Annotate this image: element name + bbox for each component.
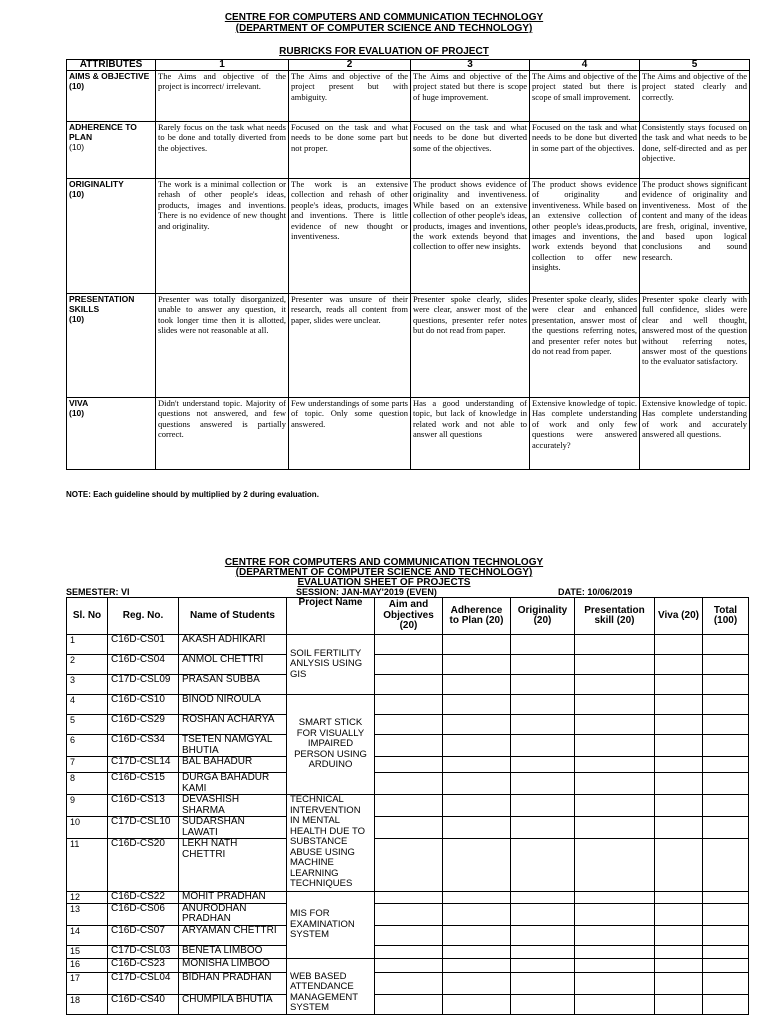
viva-score-cell[interactable]: [655, 925, 703, 945]
viva-score-cell[interactable]: [655, 773, 703, 795]
col-total: Total (100): [703, 598, 749, 635]
rubric-header-row: [67, 60, 750, 71]
table-row: [67, 757, 749, 773]
table-row: [67, 958, 749, 972]
adherence-score-cell[interactable]: [443, 925, 511, 945]
eval-title-line2: (DEPARTMENT OF COMPUTER SCIENCE AND TECHNOLOGY): [235, 567, 533, 578]
sl-no-cell: 10: [67, 817, 108, 839]
viva-score-cell[interactable]: [655, 817, 703, 839]
attribute-marks: (10): [69, 81, 85, 91]
total-score-cell[interactable]: [703, 735, 749, 757]
reg-no-cell: C16D-CS01: [108, 635, 179, 655]
rubric-cell: Presenter was unsure of their research, reads all content from paper, slides were unclear.: [289, 294, 411, 398]
rubric-cell: Presenter spoke clearly, slides were clear, answer most of the questions, presenter refer notes but do not read from paper.: [411, 294, 530, 398]
reg-no-cell: C16D-CS22: [108, 892, 179, 904]
reg-no-cell: C17D-CSL10: [108, 817, 179, 839]
sl-no-cell: 9: [67, 795, 108, 817]
reg-no-cell: C16D-CS15: [108, 773, 179, 795]
sl-no-cell: 14: [67, 925, 108, 945]
sl-no-cell: 7: [67, 757, 108, 773]
viva-score-cell[interactable]: [655, 958, 703, 972]
rubric-cell: Focused on the task and what needs to be done but diverted some of the objectives.: [411, 122, 530, 179]
table-row: [67, 795, 749, 817]
attribute-cell: [67, 398, 156, 470]
student-name-cell: TSETEN NAMGYAL BHUTIA: [179, 735, 287, 757]
adherence-score-cell[interactable]: [443, 839, 511, 892]
rubric-cell: Extensive knowledge of topic. Has complete understanding of work and accurately answered all questions.: [640, 398, 750, 470]
reg-no-cell: C16D-CS10: [108, 695, 179, 715]
originality-score-cell[interactable]: [511, 757, 575, 773]
total-score-cell[interactable]: [703, 994, 749, 1014]
attribute-name: ADHERENCE TO PLAN: [69, 122, 137, 142]
rubric-title-line1: CENTRE FOR COMPUTERS AND COMMUNICATION TECHNOLOGY: [224, 12, 544, 23]
col-score-5: 5: [640, 60, 750, 71]
rubric-cell: The Aims and objective of the project present but with ambiguity.: [289, 71, 411, 122]
session-label: SESSION: JAN-MAY'2019 (EVEN): [296, 587, 437, 597]
aim-score-cell[interactable]: [375, 892, 443, 904]
date-label: DATE: 10/06/2019: [558, 587, 633, 597]
originality-score-cell[interactable]: [511, 635, 575, 655]
sl-no-cell: 18: [67, 994, 108, 1014]
eval-title-line3: EVALUATION SHEET OF PROJECTS: [297, 577, 471, 588]
student-name-cell: BIDHAN PRADHAN: [179, 972, 287, 994]
aim-score-cell[interactable]: [375, 994, 443, 1014]
total-score-cell[interactable]: [703, 839, 749, 892]
viva-score-cell[interactable]: [655, 675, 703, 695]
adherence-score-cell[interactable]: [443, 695, 511, 715]
total-score-cell[interactable]: [703, 635, 749, 655]
total-score-cell[interactable]: [703, 695, 749, 715]
aim-score-cell[interactable]: [375, 655, 443, 675]
adherence-score-cell[interactable]: [443, 757, 511, 773]
total-score-cell[interactable]: [703, 795, 749, 817]
reg-no-cell: C16D-CS29: [108, 715, 179, 735]
total-score-cell[interactable]: [703, 655, 749, 675]
reg-no-cell: C17D-CSL03: [108, 945, 179, 958]
table-row: [67, 925, 749, 945]
total-score-cell[interactable]: [703, 715, 749, 735]
rubric-cell: The product shows evidence of originality and inventiveness. While based on an extensive collection of other people's ideas, products, images and inventions, the work extends beyond that collection to offer new insights.: [411, 179, 530, 294]
adherence-score-cell[interactable]: [443, 903, 511, 925]
eval-header-row: [67, 598, 749, 635]
col-reg-no: Reg. No.: [108, 598, 179, 635]
attribute-marks: (10): [69, 408, 85, 418]
rubric-row-viva: [67, 398, 750, 470]
semester-label: SEMESTER: VI: [66, 587, 130, 597]
originality-score-cell[interactable]: [511, 903, 575, 925]
reg-no-cell: C16D-CS13: [108, 795, 179, 817]
aim-score-cell[interactable]: [375, 839, 443, 892]
rubric-cell: Focused on the task and what needs to be done some part but not proper.: [289, 122, 411, 179]
presentation-score-cell[interactable]: [575, 994, 655, 1014]
reg-no-cell: C17D-CSL09: [108, 675, 179, 695]
adherence-score-cell[interactable]: [443, 635, 511, 655]
adherence-score-cell[interactable]: [443, 892, 511, 904]
reg-no-cell: C17D-CSL14: [108, 757, 179, 773]
viva-score-cell[interactable]: [655, 839, 703, 892]
adherence-score-cell[interactable]: [443, 795, 511, 817]
viva-score-cell[interactable]: [655, 892, 703, 904]
sl-no-cell: 2: [67, 655, 108, 675]
viva-score-cell[interactable]: [655, 695, 703, 715]
attribute-cell: [67, 71, 156, 122]
student-name-cell: DURGA BAHADUR KAMI: [179, 773, 287, 795]
rubric-row-aims: [67, 71, 750, 122]
table-row: [67, 839, 749, 892]
attribute-name: VIVA: [69, 398, 89, 408]
sl-no-cell: 6: [67, 735, 108, 757]
originality-score-cell[interactable]: [511, 715, 575, 735]
col-score-1: 1: [156, 60, 289, 71]
presentation-score-cell[interactable]: [575, 892, 655, 904]
total-score-cell[interactable]: [703, 892, 749, 904]
total-score-cell[interactable]: [703, 817, 749, 839]
table-row: [67, 903, 749, 925]
originality-score-cell[interactable]: [511, 839, 575, 892]
table-row: [67, 635, 749, 655]
attribute-name: ORIGINALITY: [69, 179, 124, 189]
total-score-cell[interactable]: [703, 675, 749, 695]
aim-score-cell[interactable]: [375, 972, 443, 994]
originality-score-cell[interactable]: [511, 817, 575, 839]
rubric-row-presentation: [67, 294, 750, 398]
table-row: [67, 773, 749, 795]
col-adherence: Adherence to Plan (20): [443, 598, 511, 635]
attribute-cell: [67, 179, 156, 294]
aim-score-cell[interactable]: [375, 675, 443, 695]
table-row: [67, 945, 749, 958]
eval-title-line1: CENTRE FOR COMPUTERS AND COMMUNICATION TECHNOLOGY: [224, 557, 544, 568]
aim-score-cell[interactable]: [375, 925, 443, 945]
rubric-row-originality: [67, 179, 750, 294]
rubric-cell: The work is an extensive collection and rehash of other people's ideas, products, images and inventions. There is little evidence of new thought or inventiveness.: [289, 179, 411, 294]
viva-score-cell[interactable]: [655, 903, 703, 925]
sl-no-cell: 5: [67, 715, 108, 735]
rubric-cell: The product shows significant evidence of originality and inventiveness. Most of the content and many of the ideas are fresh, original, inventive, and based upon logical conclusions and sound research.: [640, 179, 750, 294]
sl-no-cell: 8: [67, 773, 108, 795]
presentation-score-cell[interactable]: [575, 795, 655, 817]
aim-score-cell[interactable]: [375, 635, 443, 655]
attribute-marks: (10): [69, 142, 85, 152]
attribute-cell: [67, 294, 156, 398]
viva-score-cell[interactable]: [655, 655, 703, 675]
project-name-cell: MIS FOR EXAMINATION SYSTEM: [287, 892, 375, 959]
aim-score-cell[interactable]: [375, 695, 443, 715]
aim-score-cell[interactable]: [375, 903, 443, 925]
viva-score-cell[interactable]: [655, 715, 703, 735]
rubric-table: [66, 59, 750, 470]
col-presentation: Presentation skill (20): [575, 598, 655, 635]
rubric-cell: Focused on the task and what needs to be done but diverted in some part of the objectives.: [530, 122, 640, 179]
student-name-cell: ANMOL CHETTRI: [179, 655, 287, 675]
student-name-cell: CHUMPILA BHUTIA: [179, 994, 287, 1014]
viva-score-cell[interactable]: [655, 994, 703, 1014]
attribute-marks: (10): [69, 314, 85, 324]
attribute-name: PRESENTATION SKILLS: [69, 294, 135, 314]
rubric-cell: The work is a minimal collection or rehash of other people's ideas, products, images and inventions. There is no evidence of new thought and originality.: [156, 179, 289, 294]
sl-no-cell: 16: [67, 958, 108, 972]
originality-score-cell[interactable]: [511, 972, 575, 994]
rubric-cell: Presenter spoke clearly with full confidence, slides were clear and well thought, answered most of the question without referring notes, answer most of the questions to the evaluator satisfactory.: [640, 294, 750, 398]
table-row: [67, 715, 749, 735]
originality-score-cell[interactable]: [511, 795, 575, 817]
rubric-cell: Rarely focus on the task what needs to be done and totally diverted from the objectives.: [156, 122, 289, 179]
sl-no-cell: 1: [67, 635, 108, 655]
student-name-cell: ROSHAN ACHARYA: [179, 715, 287, 735]
presentation-score-cell[interactable]: [575, 945, 655, 958]
student-name-cell: AKASH ADHIKARI: [179, 635, 287, 655]
student-name-cell: MONISHA LIMBOO: [179, 958, 287, 972]
rubric-cell: Presenter was totally disorganized, unable to answer any question, it took longer time then it is allotted, slides were not reasonable at all.: [156, 294, 289, 398]
reg-no-cell: C16D-CS20: [108, 839, 179, 892]
presentation-score-cell[interactable]: [575, 817, 655, 839]
student-name-cell: BENETA LIMBOO: [179, 945, 287, 958]
viva-score-cell[interactable]: [655, 757, 703, 773]
student-name-cell: ARYAMAN CHETTRI: [179, 925, 287, 945]
student-name-cell: DEVASHISH SHARMA: [179, 795, 287, 817]
col-sl-no: Sl. No: [67, 598, 108, 635]
aim-score-cell[interactable]: [375, 817, 443, 839]
col-aim: Aim and Objectives (20): [375, 598, 443, 635]
viva-score-cell[interactable]: [655, 972, 703, 994]
viva-score-cell[interactable]: [655, 945, 703, 958]
table-row: [67, 817, 749, 839]
reg-no-cell: C16D-CS04: [108, 655, 179, 675]
originality-score-cell[interactable]: [511, 655, 575, 675]
attribute-marks: (10): [69, 189, 85, 199]
table-row: [67, 892, 749, 904]
aim-score-cell[interactable]: [375, 735, 443, 757]
total-score-cell[interactable]: [703, 945, 749, 958]
student-name-cell: SUDARSHAN LAWATI: [179, 817, 287, 839]
table-row: [67, 972, 749, 994]
presentation-score-cell[interactable]: [575, 972, 655, 994]
adherence-score-cell[interactable]: [443, 655, 511, 675]
viva-score-cell[interactable]: [655, 795, 703, 817]
presentation-score-cell[interactable]: [575, 958, 655, 972]
sl-no-cell: 13: [67, 903, 108, 925]
aim-score-cell[interactable]: [375, 945, 443, 958]
adherence-score-cell[interactable]: [443, 972, 511, 994]
total-score-cell[interactable]: [703, 925, 749, 945]
originality-score-cell[interactable]: [511, 735, 575, 757]
evaluation-table: [66, 597, 749, 1015]
col-student-name: Name of Students: [179, 598, 287, 635]
originality-score-cell[interactable]: [511, 773, 575, 795]
presentation-score-cell[interactable]: [575, 925, 655, 945]
col-score-4: 4: [530, 60, 640, 71]
student-name-cell: BINOD NIROULA: [179, 695, 287, 715]
rubric-cell: Consistently stays focused on the task and what needs to be done, self-directed and as per objective.: [640, 122, 750, 179]
col-score-3: 3: [411, 60, 530, 71]
aim-score-cell[interactable]: [375, 773, 443, 795]
presentation-score-cell[interactable]: [575, 757, 655, 773]
originality-score-cell[interactable]: [511, 892, 575, 904]
originality-score-cell[interactable]: [511, 994, 575, 1014]
reg-no-cell: C16D-CS23: [108, 958, 179, 972]
col-score-2: 2: [289, 60, 411, 71]
attribute-cell: [67, 122, 156, 179]
adherence-score-cell[interactable]: [443, 735, 511, 757]
rubric-cell: Has a good understanding of topic, but lack of knowledge in related work and not able to answer all questions: [411, 398, 530, 470]
presentation-score-cell[interactable]: [575, 903, 655, 925]
adherence-score-cell[interactable]: [443, 994, 511, 1014]
originality-score-cell[interactable]: [511, 958, 575, 972]
student-name-cell: BAL BAHADUR: [179, 757, 287, 773]
rubric-cell: Few understandings of some parts of topic. Only some question answered.: [289, 398, 411, 470]
adherence-score-cell[interactable]: [443, 958, 511, 972]
viva-score-cell[interactable]: [655, 635, 703, 655]
student-name-cell: PRASAN SUBBA: [179, 675, 287, 695]
presentation-score-cell[interactable]: [575, 735, 655, 757]
student-name-cell: LEKH NATH CHETTRI: [179, 839, 287, 892]
originality-score-cell[interactable]: [511, 925, 575, 945]
presentation-score-cell[interactable]: [575, 675, 655, 695]
rubric-row-adherence: [67, 122, 750, 179]
rubric-title-line3: RUBRICKS FOR EVALUATION OF PROJECT: [279, 46, 489, 57]
aim-score-cell[interactable]: [375, 795, 443, 817]
originality-score-cell[interactable]: [511, 945, 575, 958]
presentation-score-cell[interactable]: [575, 635, 655, 655]
presentation-score-cell[interactable]: [575, 695, 655, 715]
sl-no-cell: 17: [67, 972, 108, 994]
sl-no-cell: 3: [67, 675, 108, 695]
total-score-cell[interactable]: [703, 757, 749, 773]
rubric-cell: The Aims and objective of the project stated but there is scope of small improvement.: [530, 71, 640, 122]
table-row: [67, 675, 749, 695]
adherence-score-cell[interactable]: [443, 945, 511, 958]
col-project-name: Project Name: [287, 598, 375, 635]
adherence-score-cell[interactable]: [443, 773, 511, 795]
presentation-score-cell[interactable]: [575, 839, 655, 892]
evaluation-note: NOTE: Each guideline should by multiplied by 2 during evaluation.: [66, 490, 319, 499]
total-score-cell[interactable]: [703, 773, 749, 795]
rubric-cell: The Aims and objective of the project is incorrect/ irrelevant.: [156, 71, 289, 122]
project-name-cell: TECHNICAL INTERVENTION IN MENTAL HEALTH DUE TO SUBSTANCE ABUSE USING MACHINE LEARNING TECHNIQUES: [287, 795, 375, 892]
originality-score-cell[interactable]: [511, 675, 575, 695]
sl-no-cell: 4: [67, 695, 108, 715]
sl-no-cell: 15: [67, 945, 108, 958]
table-row: [67, 655, 749, 675]
viva-score-cell[interactable]: [655, 735, 703, 757]
sl-no-cell: 12: [67, 892, 108, 904]
aim-score-cell[interactable]: [375, 757, 443, 773]
reg-no-cell: C16D-CS06: [108, 903, 179, 925]
rubric-cell: The product shows evidence of originality and inventiveness. While based on an extensive collection of other people's ideas,products, images and inventions, the work extends beyond that collection to offer new insights.: [530, 179, 640, 294]
rubric-title-line2: (DEPARTMENT OF COMPUTER SCIENCE AND TECHNOLOGY): [235, 23, 533, 34]
col-attributes: ATTRIBUTES: [67, 60, 156, 71]
adherence-score-cell[interactable]: [443, 675, 511, 695]
attribute-name: AIMS & OBJECTIVE: [69, 71, 150, 81]
rubric-cell: Presenter spoke clearly, slides were clear and enhanced presentation, answer most of the questions referring notes, and presenter refer notes but do not read from paper.: [530, 294, 640, 398]
sl-no-cell: 11: [67, 839, 108, 892]
total-score-cell[interactable]: [703, 903, 749, 925]
adherence-score-cell[interactable]: [443, 817, 511, 839]
rubric-cell: Extensive knowledge of topic. Has complete understanding of work and only few questions were answered accurately?: [530, 398, 640, 470]
table-row: [67, 994, 749, 1014]
originality-score-cell[interactable]: [511, 695, 575, 715]
table-row: [67, 735, 749, 757]
reg-no-cell: C16D-CS07: [108, 925, 179, 945]
presentation-score-cell[interactable]: [575, 715, 655, 735]
reg-no-cell: C16D-CS34: [108, 735, 179, 757]
project-name-cell: WEB BASED ATTENDANCE MANAGEMENT SYSTEM: [287, 958, 375, 1014]
reg-no-cell: C16D-CS40: [108, 994, 179, 1014]
col-viva: Viva (20): [655, 598, 703, 635]
presentation-score-cell[interactable]: [575, 655, 655, 675]
reg-no-cell: C17D-CSL04: [108, 972, 179, 994]
aim-score-cell[interactable]: [375, 715, 443, 735]
aim-score-cell[interactable]: [375, 958, 443, 972]
table-row: [67, 695, 749, 715]
total-score-cell[interactable]: [703, 958, 749, 972]
adherence-score-cell[interactable]: [443, 715, 511, 735]
student-name-cell: MOHIT PRADHAN: [179, 892, 287, 904]
col-originality: Originality (20): [511, 598, 575, 635]
rubric-cell: Didn't understand topic. Majority of questions not answered, and few questions answered is partially correct.: [156, 398, 289, 470]
student-name-cell: ANURODHAN PRADHAN: [179, 903, 287, 925]
project-name-cell: SOIL FERTILITY ANLYSIS USING GIS: [287, 635, 375, 695]
rubric-cell: The Aims and objective of the project stated clearly and correctly.: [640, 71, 750, 122]
presentation-score-cell[interactable]: [575, 773, 655, 795]
project-name-cell: SMART STICK FOR VISUALLY IMPAIRED PERSON USING ARDUINO: [287, 695, 375, 795]
total-score-cell[interactable]: [703, 972, 749, 994]
rubric-cell: The Aims and objective of the project stated but there is scope of huge improvement.: [411, 71, 530, 122]
